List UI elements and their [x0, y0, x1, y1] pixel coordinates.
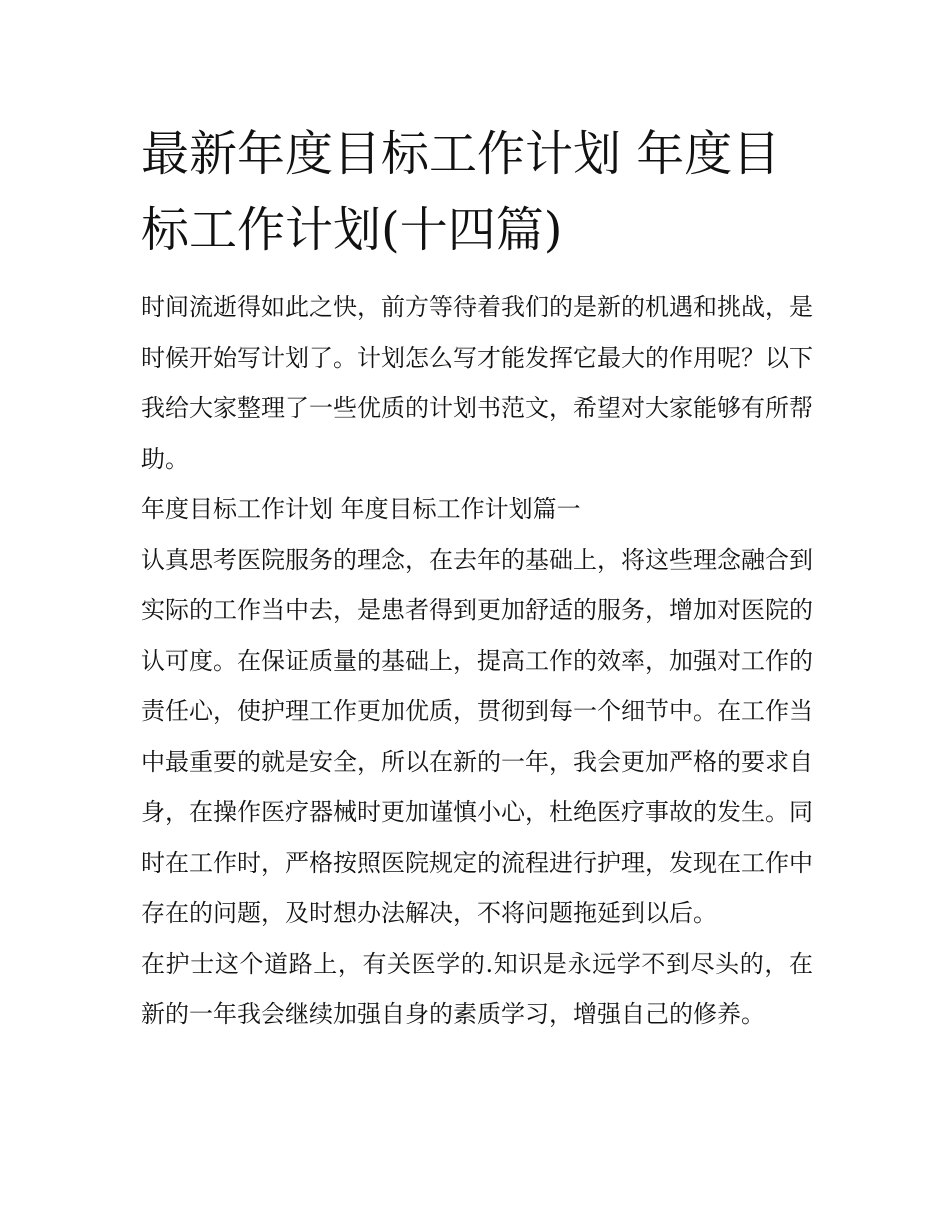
document-title: 最新年度目标工作计划 年度目标工作计划(十四篇)	[141, 126, 781, 258]
body-paragraph-2: 在护士这个道路上，有关医学的.知识是永远学不到尽头的，在新的一年我会继续加强自身的素质学习，增强自己的修养。	[141, 949, 813, 1028]
document-body	[141, 282, 813, 1040]
section-heading: 年度目标工作计划 年度目标工作计划篇一	[141, 495, 581, 523]
intro-paragraph: 时间流逝得如此之快，前方等待着我们的是新的机遇和挑战，是时候开始写计划了。计划怎么写才能发挥它最大的作用呢？以下我给大家整理了一些优质的计划书范文，希望对大家能够有所帮助。	[141, 293, 813, 473]
body-paragraph-1: 认真思考医院服务的理念，在去年的基础上，将这些理念融合到实际的工作当中去，是患者得到更加舒适的服务，增加对医院的认可度。在保证质量的基础上，提高工作的效率，加强对工作的责任心，使护理工作更加优质，贯彻到每一个细节中。在工作当中最重要的就是安全，所以在新的一年，我会更加严格的要求自身，在操作医疗器械时更加谨慎小心，杜绝医疗事故的发生。同时在工作时，严格按照医院规定的流程进行护理，发现在工作中存在的问题，及时想办法解决，不将问题拖延到以后。	[141, 545, 813, 927]
document-page	[141, 116, 813, 1040]
